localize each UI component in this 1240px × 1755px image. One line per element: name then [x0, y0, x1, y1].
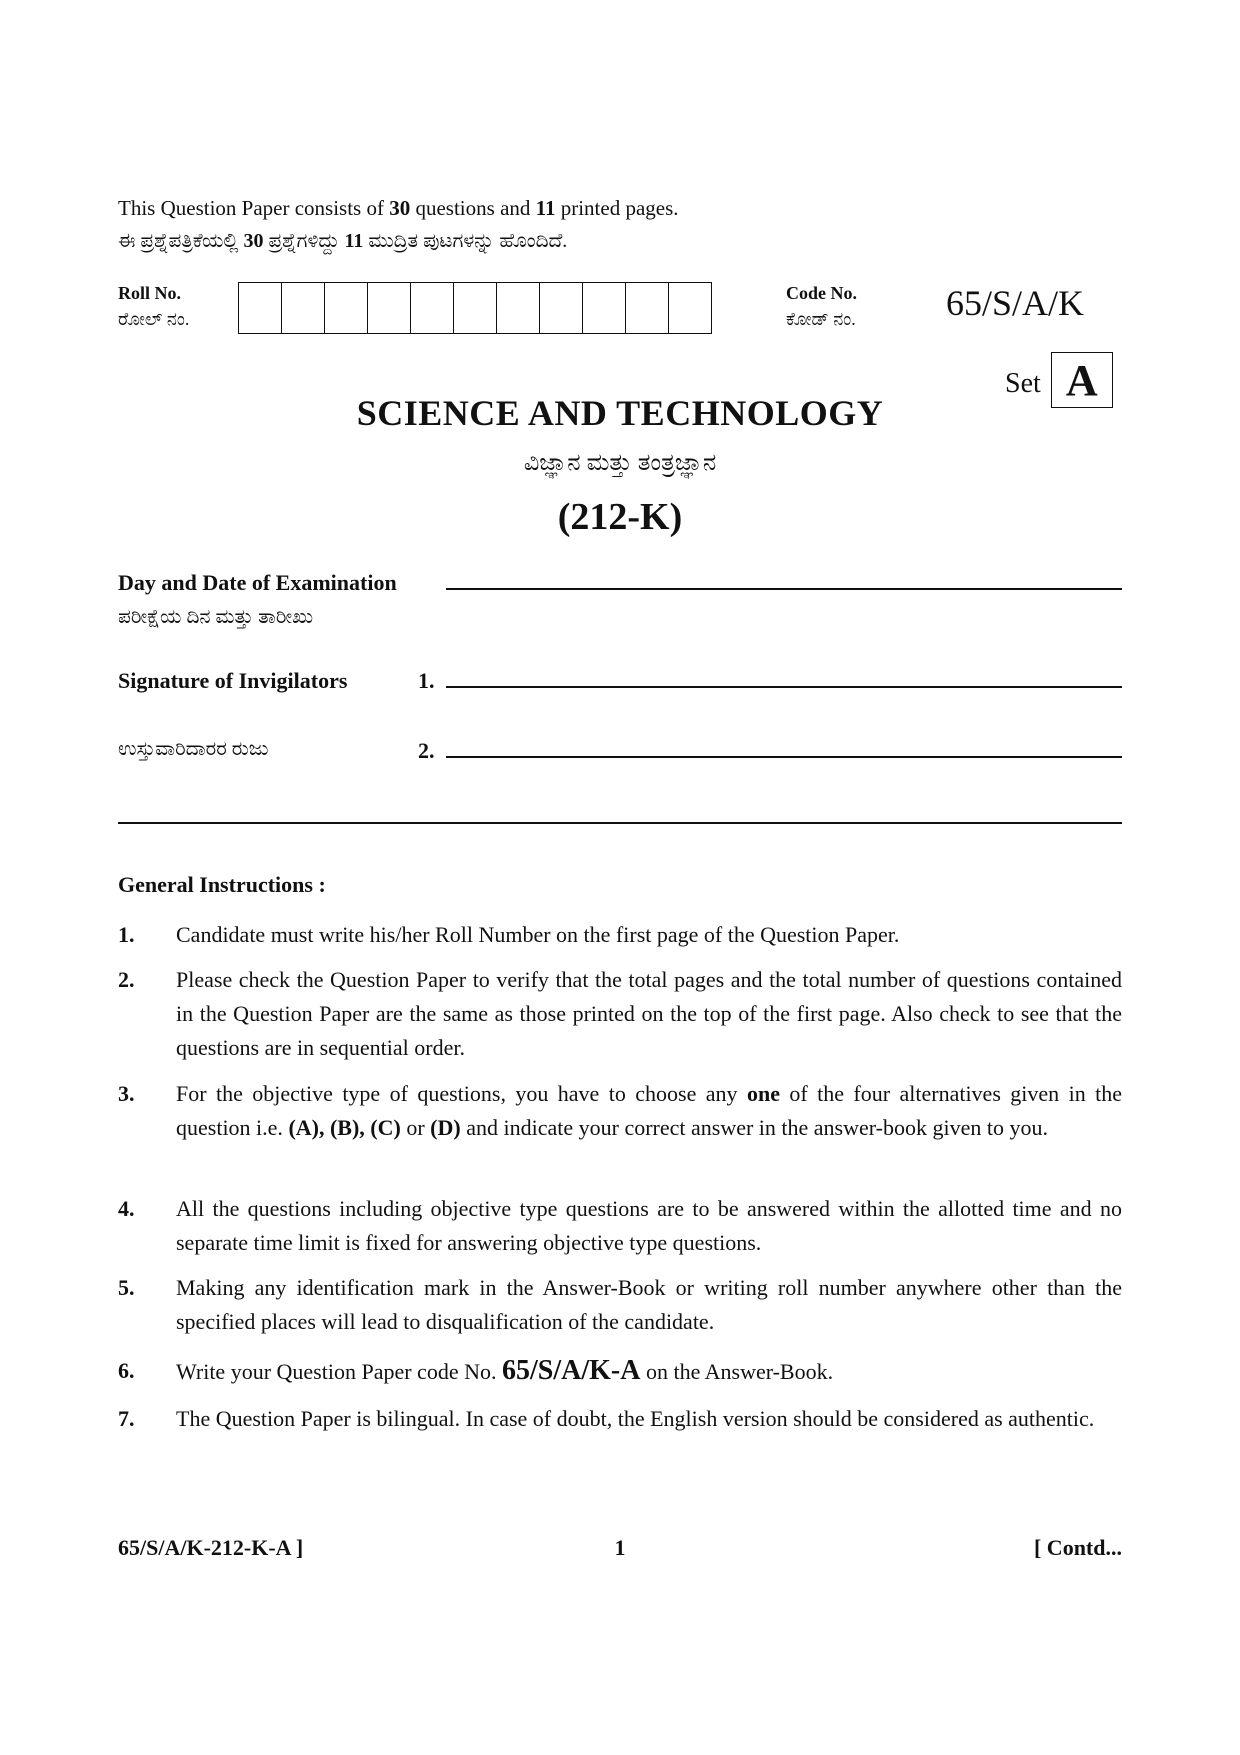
footer-contd: [ Contd... — [1033, 1535, 1122, 1560]
roll-label-kn: ರೋಲ್ ನಂ. — [118, 309, 190, 329]
instruction-item — [118, 1271, 1122, 1339]
roll-number-box[interactable] — [669, 282, 712, 334]
instruction-text — [176, 1077, 1122, 1145]
paper-info-text: This Question Paper consists of — [118, 196, 390, 220]
instruction-text-part: For the objective type of questions, you have to choose any — [176, 1081, 747, 1106]
instruction-number: 6. — [118, 1358, 135, 1383]
roll-number-boxes[interactable] — [238, 282, 712, 334]
code-label-en: Code No. — [786, 283, 857, 303]
instruction-number: 4. — [118, 1196, 135, 1221]
roll-number-box[interactable] — [239, 282, 282, 334]
instruction-item — [118, 1192, 1122, 1260]
page-title-kn: ವಿಜ್ಞಾನ ಮತ್ತು ತಂತ್ರಜ್ಞಾನ — [523, 450, 717, 476]
question-count: 30 — [389, 196, 411, 220]
page-count: 11 — [535, 196, 556, 220]
instruction-text-part: on the Answer-Book. — [640, 1359, 834, 1384]
roll-number-box[interactable] — [626, 282, 669, 334]
paper-info-en — [118, 196, 679, 221]
roll-number-box[interactable] — [497, 282, 540, 334]
signature-1-line[interactable] — [446, 686, 1122, 688]
date-label-kn: ಪರೀಕ್ಷೆಯ ದಿನ ಮತ್ತು ತಾರೀಖು — [118, 606, 314, 628]
instruction-text — [176, 1354, 1122, 1389]
subject-code: (212-K) — [557, 496, 683, 538]
code-number-label — [786, 280, 857, 332]
instruction-options: (D) — [430, 1115, 461, 1140]
instruction-item — [118, 963, 1122, 1065]
instruction-text-part: of the four alternatives given in the question i.e. — [176, 1081, 1122, 1140]
roll-number-box[interactable] — [583, 282, 626, 334]
instruction-item — [118, 918, 1122, 952]
set-box: A — [1051, 352, 1113, 408]
question-count-kn: 30 — [243, 230, 264, 252]
instruction-number: 2. — [118, 967, 135, 992]
section-divider — [118, 822, 1122, 824]
instruction-text: Candidate must write his/her Roll Number on the first page of the Question Paper. — [176, 922, 900, 947]
footer-paper-code: 65/S/A/K-212-K-A ] — [118, 1535, 304, 1560]
roll-number-box[interactable] — [368, 282, 411, 334]
invigilators-label: Signature of Invigilators — [118, 668, 348, 693]
page-title: SCIENCE AND TECHNOLOGY — [356, 393, 884, 433]
date-field-line[interactable] — [446, 588, 1122, 590]
roll-number-box[interactable] — [282, 282, 325, 334]
instruction-text: All the questions including objective type questions are to be answered within the allotted time and no separate time limit is fixed for answering objective type questions. — [176, 1196, 1122, 1255]
instruction-number: 7. — [118, 1406, 135, 1431]
code-number: 65/S/A/K — [946, 283, 1085, 323]
paper-info-kn-text: ಪ್ರಶ್ನೆಗಳಿದ್ದು — [263, 230, 345, 252]
instruction-item — [118, 1354, 1122, 1389]
signature-2-number: 2. — [418, 738, 435, 763]
roll-number-box[interactable] — [540, 282, 583, 334]
answer-book-code: 65/S/A/K-A — [501, 1355, 641, 1386]
instruction-text-part: and indicate your correct answer in the answer-book given to you. — [460, 1115, 1048, 1140]
invigilators-label-kn: ಉಸ್ತುವಾರಿದಾರರ ರುಜು — [118, 738, 269, 760]
instruction-text-part: Write your Question Paper code No. — [176, 1359, 502, 1384]
instructions-heading: General Instructions : — [118, 872, 326, 897]
paper-info-kn-text: ಮುದ್ರಿತ ಪುಟಗಳನ್ನು ಹೊಂದಿದೆ. — [363, 230, 568, 252]
roll-label-en: Roll No. — [118, 283, 181, 303]
page-count-kn: 11 — [344, 230, 364, 252]
instruction-text: Making any identification mark in the Answer-Book or writing roll number anywhere other than the specified places will lead to disqualification of the candidate. — [176, 1275, 1122, 1334]
instruction-emphasis: one — [746, 1081, 780, 1106]
paper-info-text: printed pages. — [555, 196, 679, 220]
paper-info-kn — [118, 230, 567, 253]
roll-number-label — [118, 280, 189, 332]
signature-2-line[interactable] — [446, 756, 1122, 758]
instruction-text: The Question Paper is bilingual. In case of doubt, the English version should be considered as authentic. — [176, 1406, 1095, 1431]
roll-number-box[interactable] — [454, 282, 497, 334]
signature-1-number: 1. — [418, 668, 435, 693]
instruction-text-part: or — [400, 1115, 431, 1140]
instruction-number: 5. — [118, 1275, 135, 1300]
instruction-text: Please check the Question Paper to verify that the total pages and the total number of questions contained in the Question Paper are the same as those printed on the top of the first page. Also check to see that the questions are in sequential order. — [176, 967, 1122, 1060]
roll-number-box[interactable] — [411, 282, 454, 334]
paper-info-text: questions and — [410, 196, 536, 220]
code-label-kn: ಕೋಡ್ ನಂ. — [786, 309, 856, 329]
date-label: Day and Date of Examination — [118, 570, 397, 595]
page-number: 1 — [614, 1535, 626, 1560]
instruction-number: 1. — [118, 922, 135, 947]
set-label: Set — [1005, 368, 1041, 399]
paper-info-kn-text: ಈ ಪ್ರಶ್ನೆಪತ್ರಿಕೆಯಲ್ಲಿ — [118, 230, 244, 252]
instruction-item — [118, 1077, 1122, 1145]
roll-number-box[interactable] — [325, 282, 368, 334]
instruction-number: 3. — [118, 1081, 135, 1106]
instruction-item — [118, 1402, 1122, 1436]
instruction-options: (A), (B), (C) — [288, 1115, 401, 1140]
